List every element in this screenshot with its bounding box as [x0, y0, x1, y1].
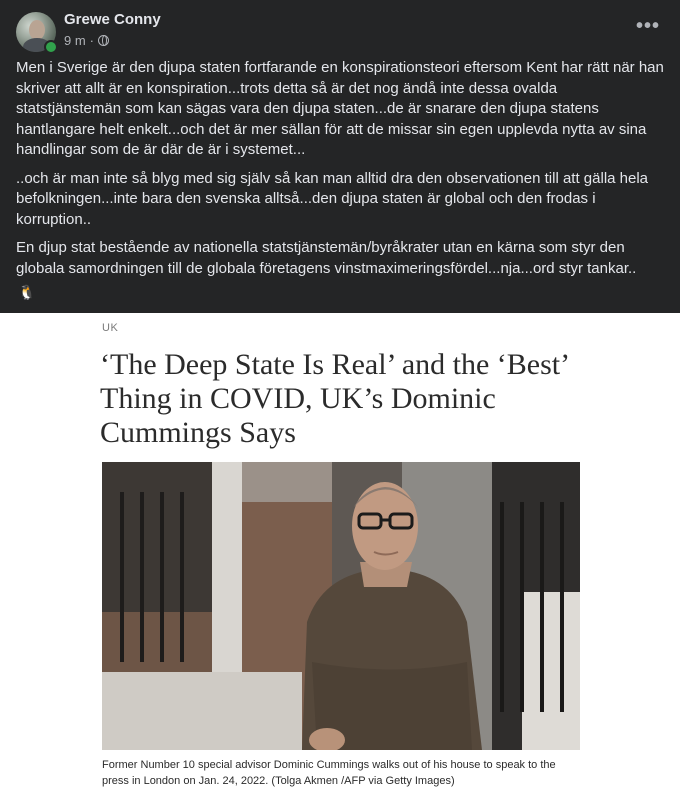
- online-status-icon: [44, 40, 58, 54]
- post-header: [0, 0, 680, 58]
- post-time[interactable]: 9 m: [64, 33, 86, 48]
- meta-separator: ·: [89, 33, 95, 48]
- more-options-button[interactable]: [630, 14, 666, 44]
- article-photo: [102, 462, 580, 750]
- post-meta: [64, 33, 109, 48]
- shared-article-image[interactable]: [0, 313, 680, 803]
- penguin-emoji-icon: 🐧: [18, 284, 36, 300]
- post-paragraph-3: En djup stat bestående av nationella statstjänstemän/byråkrater utan en kärna som styr den globala samordningen till de globala företagens vinstmaximeringsfördel...nja...ord styr tankar..: [16, 239, 637, 277]
- more-dots-icon: •••: [635, 15, 660, 37]
- author-name[interactable]: Grewe Conny: [64, 11, 161, 28]
- photo-caption: Former Number 10 special advisor Dominic Cummings walks out of his house to speak to the press in London on Jan. 24, 2022. (Tolga Akmen /AFP via Getty Images): [102, 759, 556, 787]
- avatar-face: [29, 20, 45, 40]
- man-with-glasses-photo: [102, 462, 580, 750]
- post-text: [16, 58, 666, 287]
- globe-icon[interactable]: [98, 35, 109, 46]
- post-paragraph-2: ..och är man inte så blyg med sig själv så kan man alltid dra den observationen till att gälla hela befolkningen...inte bara den svenska alltså...den djupa staten är global och den frodas i korruption..: [16, 169, 649, 228]
- post-paragraph-1: Men i Sverige är den djupa staten fortfarande en konspirationsteori eftersom Kent har rätt när han skriver att allt är en konspiration...trots detta så är det nog ändå inte dessa ovalda statstjänstemän som kan sägas vara den djupa staten...de är snarare den djupa statens hantlangare helt enkelt...och det är mer sällan för att de missar sin egen upplevda nytta av sina handlingar som de är där de är i systemet...: [16, 59, 664, 158]
- article-headline: ‘The Deep State Is Real’ and the ‘Best’ Thing in COVID, UK’s Dominic Cummings Says: [100, 348, 568, 449]
- article-section-tag: UK: [102, 322, 119, 334]
